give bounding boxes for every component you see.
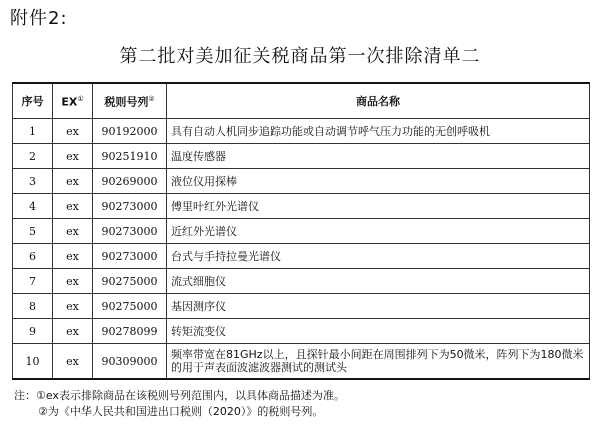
cell-code: 90192000 xyxy=(93,119,167,144)
attachment-label: 附件2: xyxy=(10,8,68,29)
header-seq: 序号 xyxy=(13,83,53,119)
cell-code: 90273000 xyxy=(93,244,167,269)
cell-name: 频率带宽在81GHz以上，且探针最小间距在周围排列下为50微米，阵列下为180微米的用于声表面波滤波器测试的测试头 xyxy=(167,344,590,380)
cell-code: 90309000 xyxy=(93,344,167,380)
cell-seq: 9 xyxy=(13,319,53,344)
cell-seq: 8 xyxy=(13,294,53,319)
cell-code: 90278099 xyxy=(93,319,167,344)
header-ex xyxy=(53,83,93,119)
cell-ex: ex xyxy=(53,219,93,244)
cell-ex: ex xyxy=(53,319,93,344)
exclusion-table xyxy=(12,82,590,380)
cell-name: 台式与手持拉曼光谱仪 xyxy=(167,244,590,269)
cell-name: 傅里叶红外光谱仪 xyxy=(167,194,590,219)
cell-ex: ex xyxy=(53,169,93,194)
cell-seq: 7 xyxy=(13,269,53,294)
header-code-footnote-mark: ② xyxy=(148,95,155,104)
table-row xyxy=(13,119,590,144)
footnotes xyxy=(14,388,345,420)
cell-code: 90269000 xyxy=(93,169,167,194)
cell-ex: ex xyxy=(53,144,93,169)
table-row xyxy=(13,269,590,294)
cell-code: 90275000 xyxy=(93,269,167,294)
cell-ex: ex xyxy=(53,244,93,269)
table-header-row xyxy=(13,83,590,119)
cell-code: 90273000 xyxy=(93,219,167,244)
cell-seq: 6 xyxy=(13,244,53,269)
page-title: 第二批对美加征关税商品第一次排除清单二 xyxy=(119,46,481,67)
table-row xyxy=(13,144,590,169)
header-name: 商品名称 xyxy=(167,83,590,119)
table-row xyxy=(13,319,590,344)
footnote-1: 注：①ex表示排除商品在该税则号列范围内，以具体商品描述为准。 xyxy=(14,389,345,402)
cell-ex: ex xyxy=(53,269,93,294)
table-row xyxy=(13,344,590,380)
cell-ex: ex xyxy=(53,294,93,319)
header-ex-label: EX xyxy=(61,95,78,109)
table-row xyxy=(13,244,590,269)
cell-name: 转矩流变仪 xyxy=(167,319,590,344)
cell-name: 近红外光谱仪 xyxy=(167,219,590,244)
cell-seq: 2 xyxy=(13,144,53,169)
cell-seq: 1 xyxy=(13,119,53,144)
cell-ex: ex xyxy=(53,194,93,219)
cell-seq: 10 xyxy=(13,344,53,380)
cell-seq: 3 xyxy=(13,169,53,194)
cell-name: 基因测序仪 xyxy=(167,294,590,319)
table-row xyxy=(13,294,590,319)
header-code-label: 税则号列 xyxy=(104,95,149,109)
cell-code: 90251910 xyxy=(93,144,167,169)
cell-code: 90275000 xyxy=(93,294,167,319)
cell-name: 温度传感器 xyxy=(167,144,590,169)
cell-name: 液位仪用探棒 xyxy=(167,169,590,194)
header-code xyxy=(93,83,167,119)
header-ex-footnote-mark: ① xyxy=(77,95,84,104)
table-row xyxy=(13,169,590,194)
cell-seq: 4 xyxy=(13,194,53,219)
cell-ex: ex xyxy=(53,344,93,380)
table-row xyxy=(13,219,590,244)
footnote-2: ②为《中华人民共和国进出口税则（2020）》的税则号列。 xyxy=(38,405,324,418)
cell-ex: ex xyxy=(53,119,93,144)
cell-name: 流式细胞仪 xyxy=(167,269,590,294)
cell-seq: 5 xyxy=(13,219,53,244)
cell-name: 具有自动人机同步追踪功能或自动调节呼气压力功能的无创呼吸机 xyxy=(167,119,590,144)
cell-code: 90273000 xyxy=(93,194,167,219)
table-row xyxy=(13,194,590,219)
